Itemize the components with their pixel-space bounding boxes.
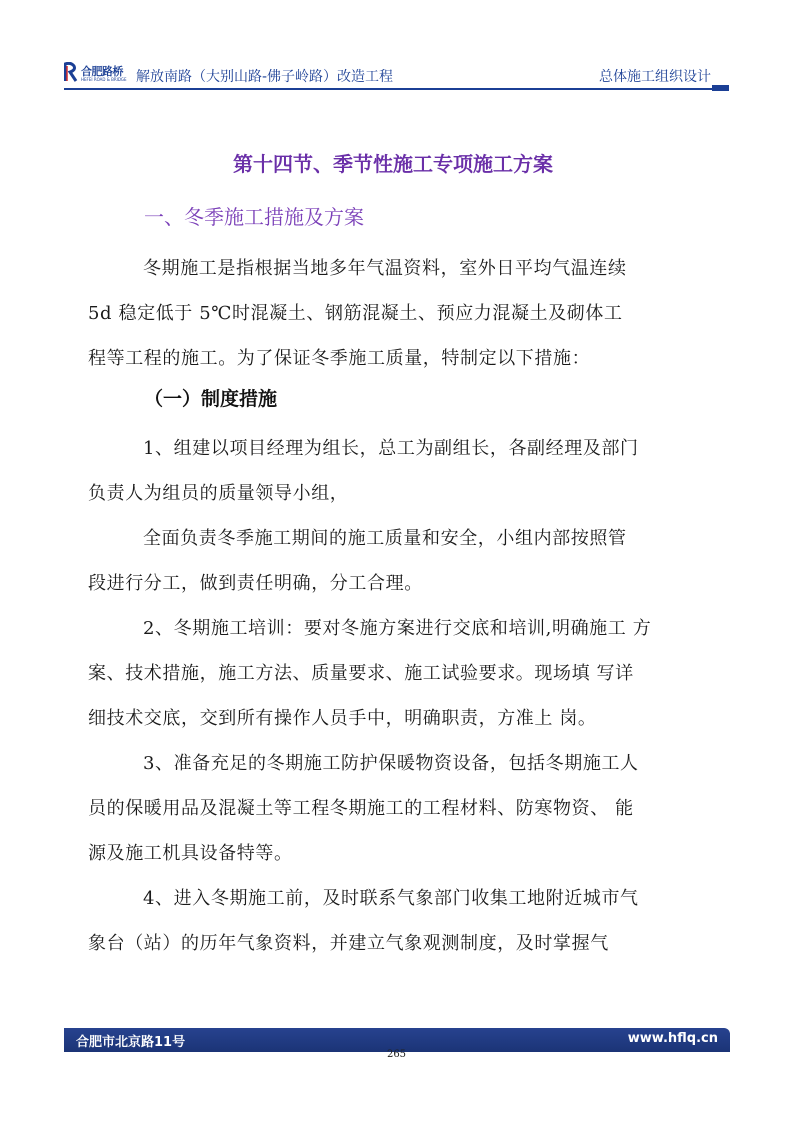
paragraph-line: 细技术交底，交到所有操作人员手中，明确职责，方准上 岗。: [88, 708, 597, 729]
paragraph-line: 3、准备充足的冬期施工防护保暖物资设备，包括冬期施工人: [143, 753, 639, 774]
paragraph-line: 源及施工机具设备特等。: [88, 843, 293, 864]
paragraph-line: 2、冬期施工培训：要对冬施方案进行交底和培训,明确施工 方: [143, 618, 652, 639]
page-number: 265: [386, 1049, 407, 1060]
paragraph-item-4: [88, 876, 713, 966]
paragraph-item-1-cont: [88, 516, 713, 606]
paragraph-line: 象台（站）的历年气象资料，并建立气象观测制度，及时掌握气: [88, 933, 609, 954]
paragraph-item-3: [88, 741, 713, 876]
footer-website: www.hflq.cn: [627, 1031, 718, 1046]
footer-address: 合肥市北京路11号: [76, 1035, 186, 1050]
project-title: 解放南路（大别山路-佛子岭路）改造工程: [136, 69, 394, 85]
paragraph-line: 冬期施工是指根据当地多年气温资料，室外日平均气温连续: [143, 258, 627, 279]
logo-mark-icon: [64, 62, 78, 82]
paragraph-line: 5d 稳定低于 5℃时混凝土、钢筋混凝土、预应力混凝土及砌体工: [88, 303, 623, 324]
paragraph-line: 4、进入冬期施工前，及时联系气象部门收集工地附近城市气: [143, 888, 639, 909]
paragraph-line: 全面负责冬季施工期间的施工质量和安全，小组内部按照管: [143, 528, 627, 549]
paragraph-item-1: [88, 426, 713, 516]
subsection-heading: （一）制度措施: [144, 388, 278, 410]
page-header: [64, 58, 729, 90]
section-title: 第十四节、季节性施工专项施工方案: [233, 152, 553, 176]
paragraph-line: 员的保暖用品及混凝土等工程冬期施工的工程材料、防寒物资、 能: [88, 798, 634, 819]
header-accent: [712, 85, 729, 91]
paragraph-line: 程等工程的施工。为了保证冬季施工质量，特制定以下措施：: [88, 348, 591, 369]
logo-subtext: HEFEI ROAD & BRIDGE: [81, 77, 127, 82]
company-logo: [64, 62, 144, 86]
paragraph-intro: [88, 246, 713, 381]
paragraph-line: 段进行分工，做到责任明确，分工合理。: [88, 573, 423, 594]
document-title: 总体施工组织设计: [599, 69, 711, 85]
paragraph-line: 负责人为组员的质量领导小组，: [88, 483, 349, 504]
section-subtitle: 一、冬季施工措施及方案: [144, 205, 364, 229]
header-rule: [64, 88, 712, 90]
paragraph-item-2: [88, 606, 713, 741]
logo-text: 合肥路桥: [81, 65, 123, 78]
paragraph-line: 1、组建以项目经理为组长，总工为副组长，各副经理及部门: [143, 438, 639, 459]
paragraph-line: 案、技术措施，施工方法、质量要求、施工试验要求。现场填 写详: [88, 663, 634, 684]
